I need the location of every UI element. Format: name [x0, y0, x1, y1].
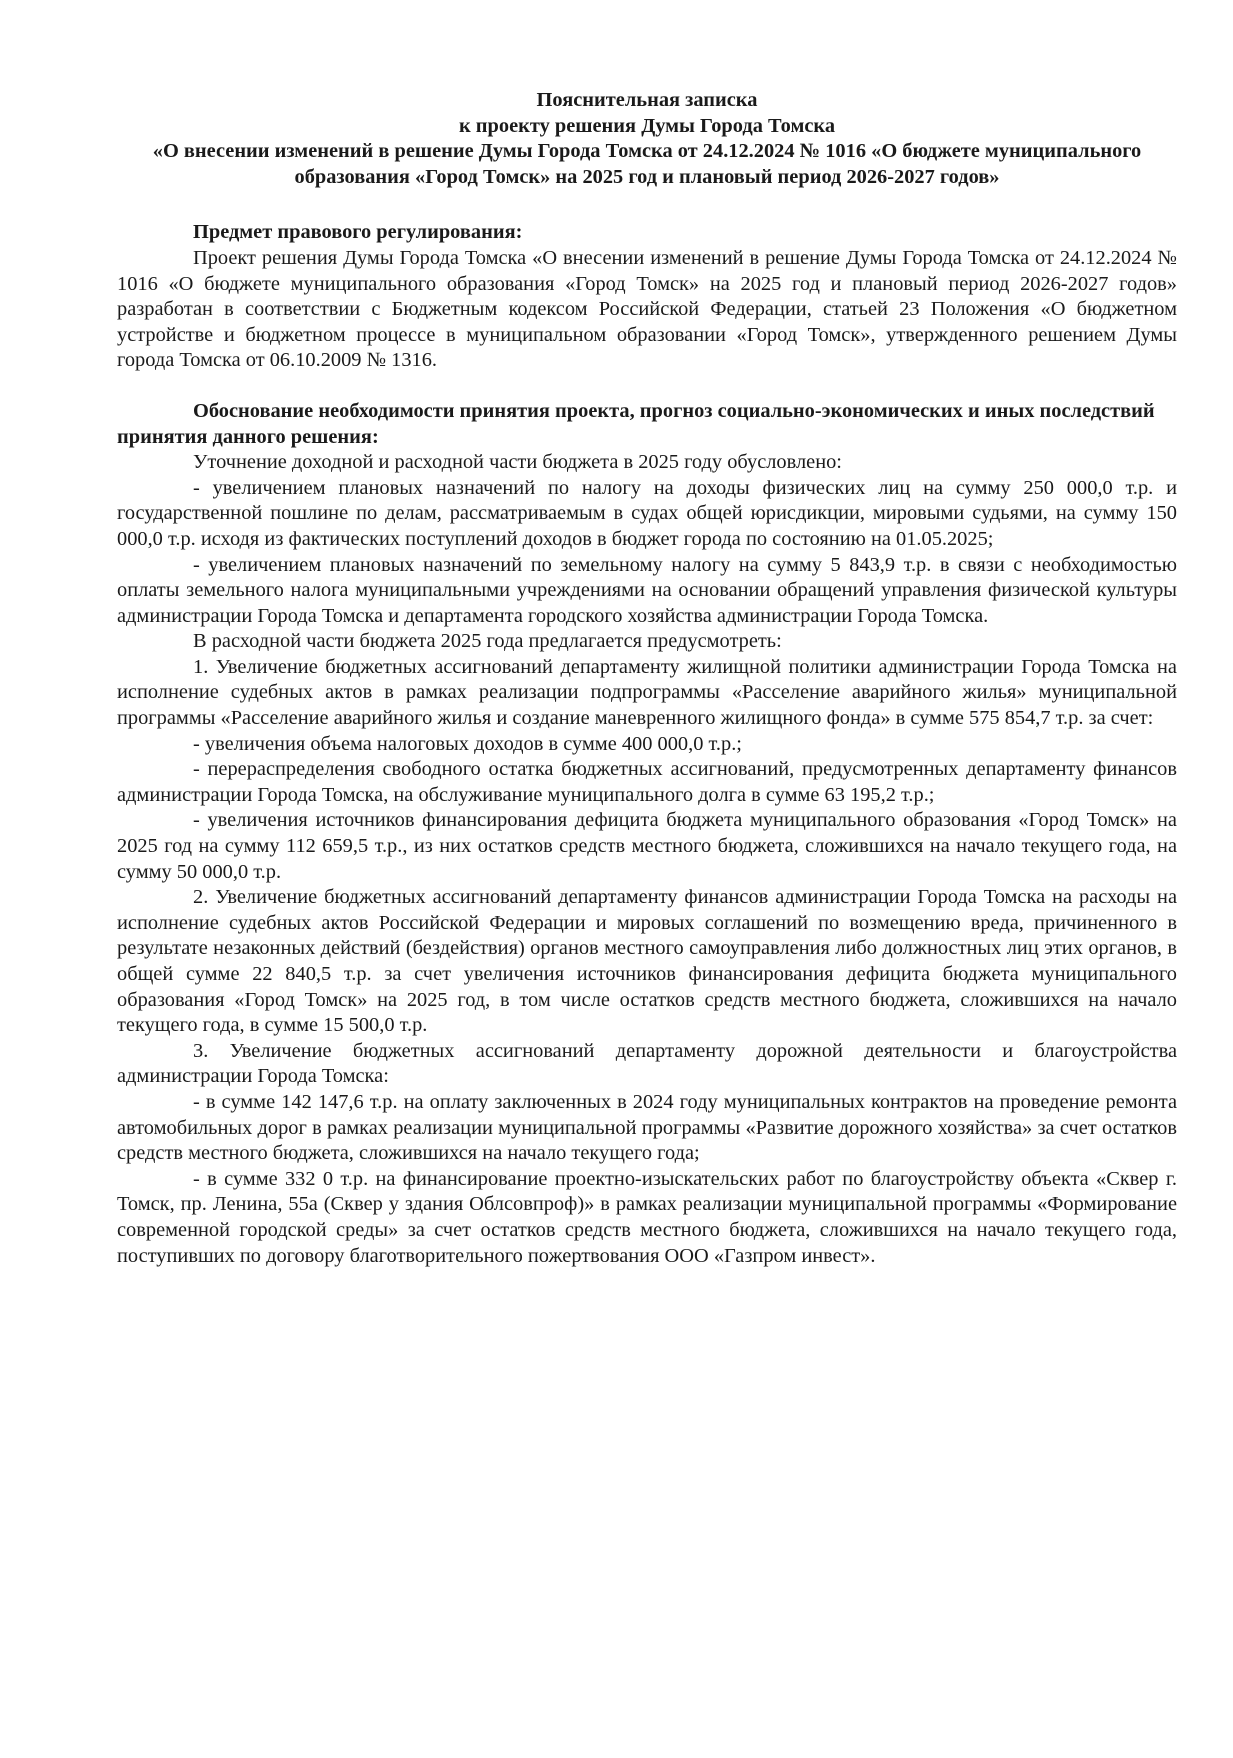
paragraph: 2. Увеличение бюджетных ассигнований департаменту финансов администрации Города Томска на расходы на исполнение судебных актов Российской Федерации и мировых соглашений по возмещению вреда, причиненного в результате незаконных действий (бездействия) органов местного самоуправления либо должностных лиц этих органов, в общей сумме 22 840,5 т.р. за счет увеличения источников финансирования дефицита бюджета муниципального образования «Город Томск» на 2025 год, в том числе остатков средств местного бюджета, сложившихся на начало текущего года, в сумме 15 500,0 т.р.	[117, 886, 1177, 1037]
document-page	[117, 88, 1177, 1269]
title-line-1: Пояснительная записка	[536, 89, 758, 111]
paragraph: - в сумме 142 147,6 т.р. на оплату заключенных в 2024 году муниципальных контрактов на проведение ремонта автомобильных дорог в рамках реализации муниципальной программы «Развитие дорожного хозяйства» за счет остатков средств местного бюджета, сложившихся на начало текущего года;	[117, 1090, 1177, 1165]
paragraph: 3. Увеличение бюджетных ассигнований департаменту дорожной деятельности и благоустройства администрации Города Томска:	[117, 1039, 1177, 1088]
title-line-3: «О внесении изменений в решение Думы Города Томска от 24.12.2024 № 1016 «О бюджете муниципального образования «Город Томск» на 2025 год и плановый период 2026-2027 годов»	[152, 140, 1142, 188]
paragraph: - увеличения объема налоговых доходов в сумме 400 000,0 т.р.;	[193, 732, 742, 755]
section-heading-rationale: Обоснование необходимости принятия проекта, прогноз социально-экономических и иных последствий принятия данного решения:	[117, 399, 1155, 448]
paragraph: - увеличением плановых назначений по земельному налогу на сумму 5 843,9 т.р. в связи с необходимостью оплаты земельного налога муниципальными учреждениями на основании обращений управления физической культуры администрации Города Томска и департамента городского хозяйства администрации Города Томска.	[117, 553, 1177, 627]
paragraph: В расходной части бюджета 2025 года предлагается предусмотреть:	[193, 630, 782, 653]
paragraph: - в сумме 332 0 т.р. на финансирование проектно-изыскательских работ по благоустройству объекта «Сквер г. Томск, пр. Ленина, 55а (Сквер у здания Облсовпроф)» в рамках реализации муниципальной программы «Формирование современной городской среды» за счет остатков средств местного бюджета, сложившихся на начало текущего года, поступивших по договору благотворительного пожертвования ООО «Газпром инвест».	[117, 1167, 1177, 1267]
document-title	[117, 88, 1177, 190]
paragraph: - перераспределения свободного остатка бюджетных ассигнований, предусмотренных департаменту финансов администрации Города Томска, на обслуживание муниципального долга в сумме 63 195,2 т.р.;	[117, 758, 1177, 806]
paragraph: - увеличением плановых назначений по налогу на доходы физических лиц на сумму 250 000,0 т.р. и государственной пошлине по делам, рассматриваемым в судах общей юрисдикции, мировыми судьями, на сумму 150 000,0 т.р. исходя из фактических поступлений доходов в бюджет города по состоянию на 01.05.2025;	[117, 476, 1177, 550]
paragraph: 1. Увеличение бюджетных ассигнований департаменту жилищной политики администрации Города Томска на исполнение судебных актов в рамках реализации подпрограммы «Расселение аварийного жилья» муниципальной программы «Расселение аварийного жилья и создание маневренного жилищного фонда» в сумме 575 854,7 т.р. за счет:	[117, 655, 1177, 730]
paragraph: - увеличения источников финансирования дефицита бюджета муниципального образования «Город Томск» на 2025 год на сумму 112 659,5 т.р., из них остатков средств местного бюджета, сложившихся на начало текущего года, на сумму 50 000,0 т.р.	[117, 809, 1177, 883]
section-heading-subject: Предмет правового регулирования:	[193, 221, 523, 244]
section-subject-text: Проект решения Думы Города Томска «О внесении изменений в решение Думы Города Томска от 24.12.2024 № 1016 «О бюджете муниципального образования «Город Томск» на 2025 год и плановый период 2026-2027 годов» разработан в соответствии с Бюджетным кодексом Российской Федерации, статьей 23 Положения «О бюджетном устройстве и бюджетном процессе в муниципальном образовании «Город Томск», утвержденного решением Думы города Томска от 06.10.2009 № 1316.	[117, 246, 1177, 372]
title-line-2: к проекту решения Думы Города Томска	[458, 114, 836, 137]
paragraph: Уточнение доходной и расходной части бюджета в 2025 году обусловлено:	[193, 451, 842, 474]
